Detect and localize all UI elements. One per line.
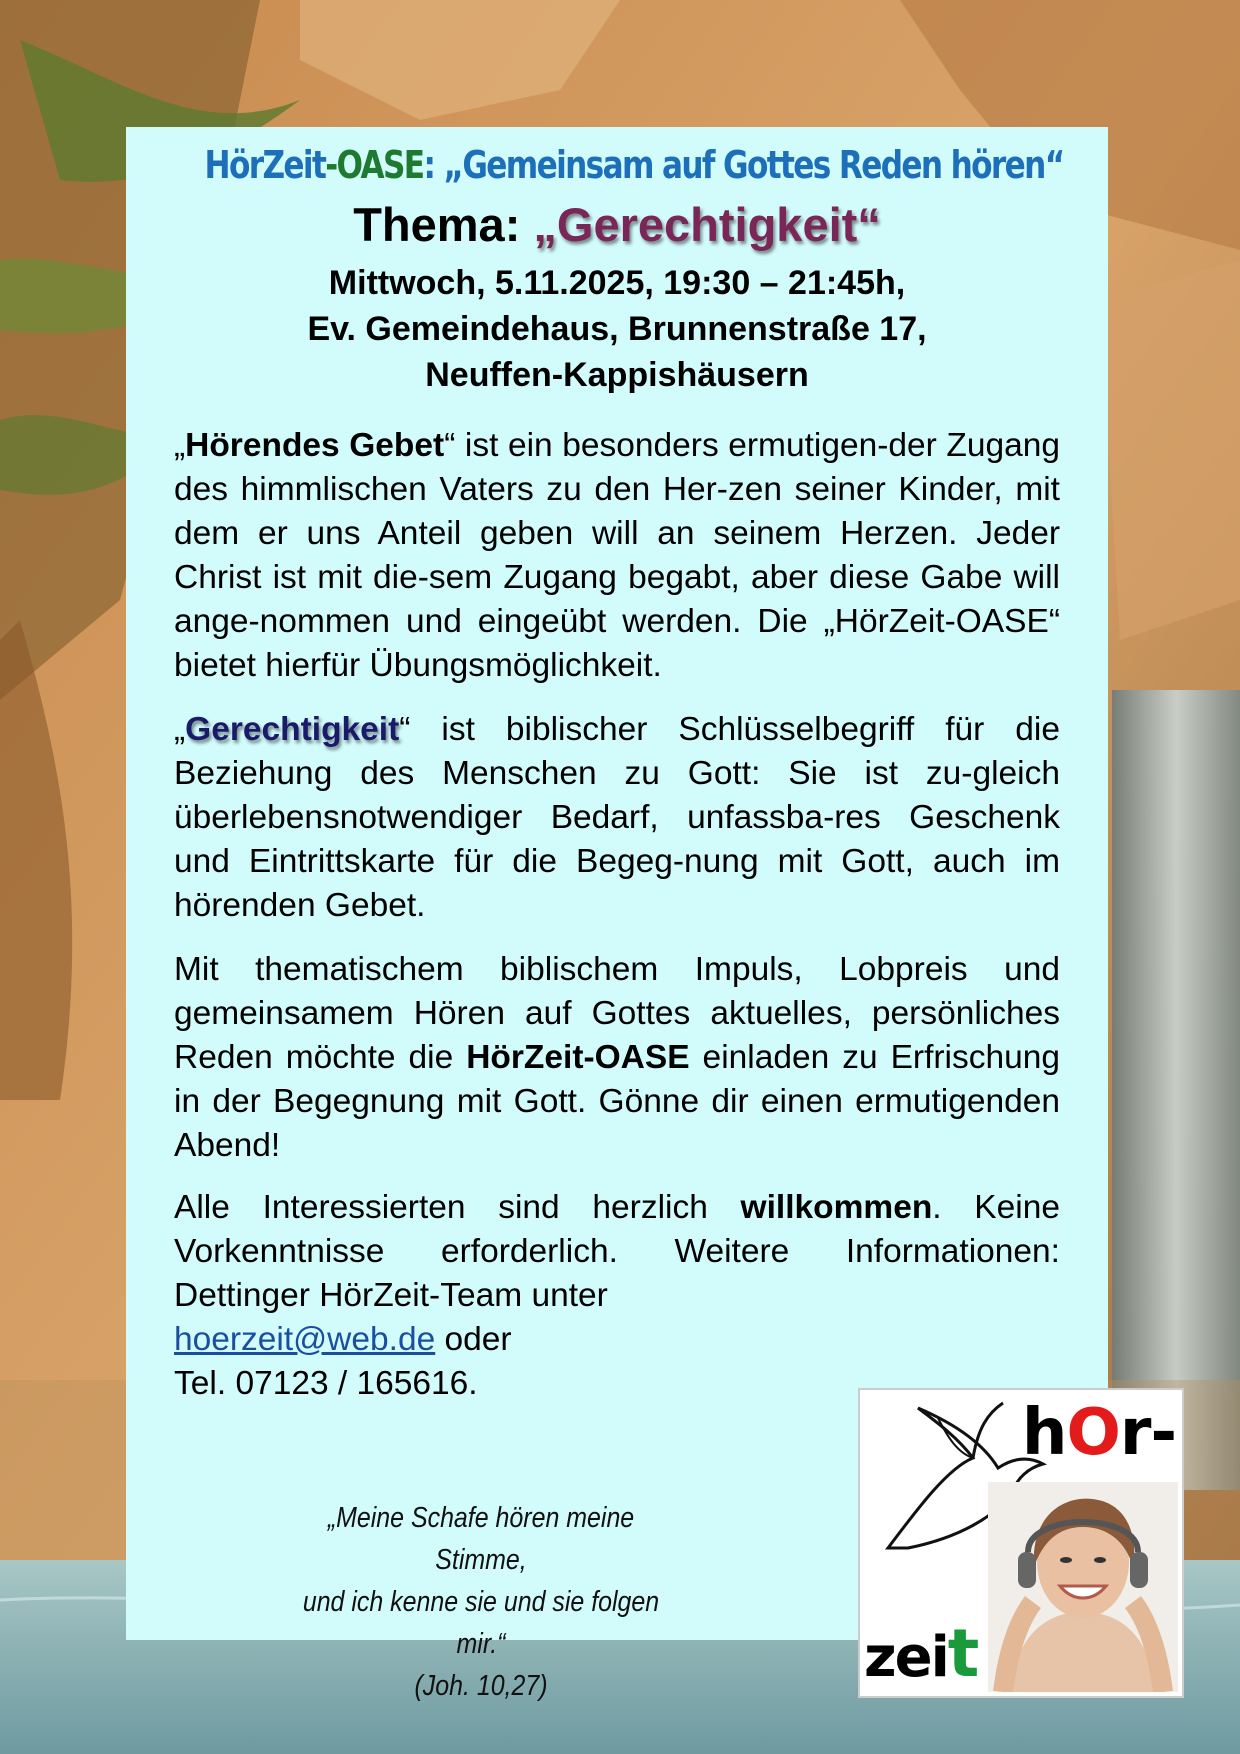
event-venue: Ev. Gemeindehaus, Brunnenstraße 17, — [307, 310, 927, 348]
title-oase: -OASE — [325, 143, 424, 187]
paragraph-text: Mit thematischem biblischem Impuls, Lobpreis und gemeinsamem Hören auf Gottes aktuelles, persönliches Reden möchte die — [174, 951, 1060, 1076]
logo-letter-t-cross: t — [947, 1615, 978, 1692]
quote-reference: (Joh. 10,27) — [414, 1670, 548, 1702]
bible-quote — [279, 1497, 683, 1707]
contact-or: oder — [435, 1321, 512, 1358]
title-motto: : „Gemeinsam auf Gottes Reden hören“ — [423, 143, 1064, 187]
logo-text-hoer — [1022, 1396, 1176, 1470]
bold-term: HörZeit-OASE — [466, 1039, 690, 1076]
paragraph-hoerendes-gebet — [174, 424, 1060, 688]
logo-text-zeit — [864, 1615, 977, 1692]
paragraph-text: “ ist biblischer Schlüsselbegriff für die Beziehung des Menschen zu Gott: Sie ist zu-gleich überlebensnotwendiger Bedarf, unfassba-res Geschenk und Eintrittskarte für die Begeg-nung mit Gott, auch im hörenden Gebet. — [174, 711, 1060, 924]
paragraph-text: einladen zu Erfrischung in der Begegnung mit Gott. Gönne dir einen ermutigenden Abend! — [174, 1039, 1060, 1164]
logo-letter: h — [1021, 1396, 1067, 1470]
event-date-time: Mittwoch, 5.11.2025, 19:30 – 21:45h, — [328, 264, 906, 302]
email-link[interactable]: hoerzeit@web.de — [174, 1321, 436, 1358]
bold-term: willkommen — [740, 1189, 933, 1226]
theme-prefix: Thema: — [353, 198, 534, 251]
title-hoerzeit: HörZeit — [204, 143, 326, 187]
paragraph-gerechtigkeit — [174, 708, 1060, 928]
quote-line-1: „Meine Schafe hören meine Stimme, — [327, 1502, 635, 1576]
theme-word: „Gerechtigkeit“ — [533, 198, 881, 251]
logo-letter: r- — [1119, 1396, 1176, 1470]
bold-term: Gerechtigkeit — [185, 711, 400, 748]
event-series-title — [204, 143, 1064, 187]
quote-line-2: und ich kenne sie und sie folgen mir.“ — [302, 1586, 660, 1660]
phone-number: Tel. 07123 / 165616. — [174, 1365, 478, 1402]
logo-letters: zei — [864, 1625, 948, 1690]
theme-heading — [174, 197, 1060, 252]
logo-letter-o: O — [1066, 1396, 1120, 1470]
woman-with-headphones-photo — [988, 1482, 1178, 1692]
paragraph-impulse — [174, 948, 1060, 1168]
bold-term: Hörendes Gebet — [185, 427, 445, 464]
paragraph-welcome — [174, 1186, 1060, 1318]
paragraph-text: . Keine Vorkenntnisse erforderlich. Weitere Informationen: Dettinger HörZeit-Team unter — [174, 1189, 1060, 1314]
paragraph-text: “ ist ein besonders ermutigen-der Zugang des himmlischen Vaters zu den Her-zen seiner Kinder, mit dem er uns Anteil geben will an seinem Herzen. Jeder Christ ist mit die-sem Zugang begabt, aber diese Gabe will ange-nommen und eingeübt werden. Die „HörZeit-OASE“ bietet hierfür Übungsmöglichkeit. — [174, 427, 1061, 684]
hoerzeit-logo — [858, 1388, 1184, 1698]
event-details — [174, 260, 1060, 398]
open-quote: „ — [174, 427, 186, 464]
event-town: Neuffen-Kappishäusern — [425, 356, 809, 394]
paragraph-text: Alle Interessierten sind herzlich — [174, 1189, 741, 1226]
open-quote: „ — [174, 711, 186, 748]
